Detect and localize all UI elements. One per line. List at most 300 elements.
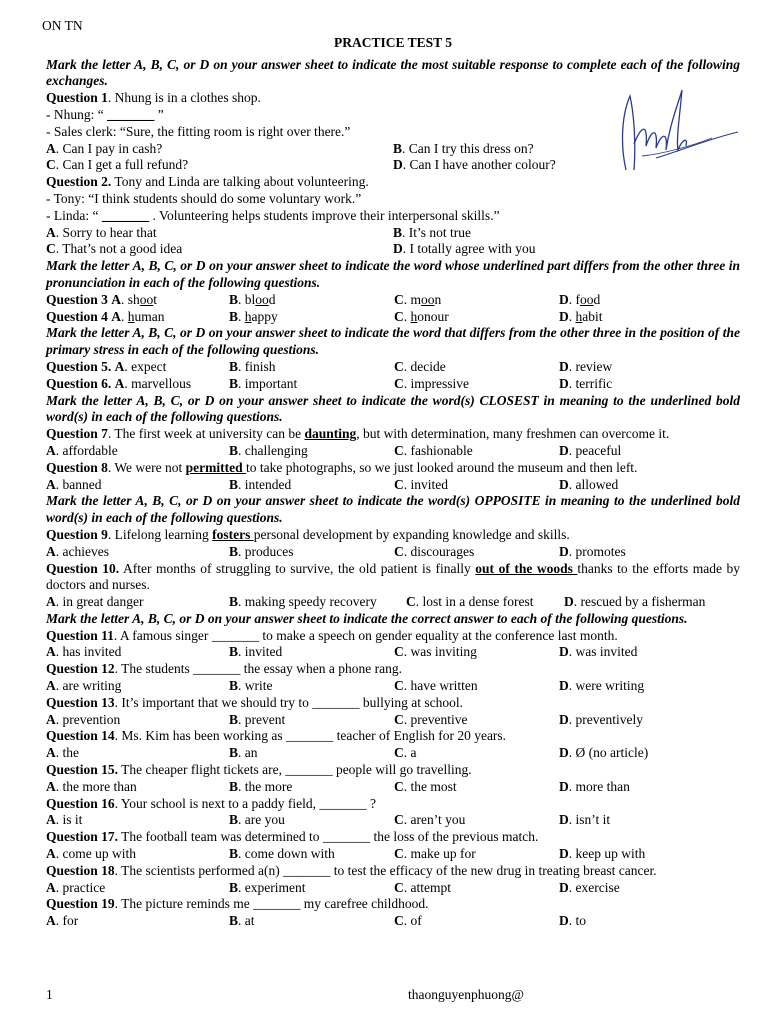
underlined-part: oo (421, 291, 435, 307)
page-number: 1 (46, 987, 53, 1002)
option-text: . (568, 308, 576, 324)
option-d (559, 880, 729, 897)
instruction-stress: Mark the letter A, B, C, or D on your answer sheet to indicate the word that differs from the other three in the position of the primary stress in each of the following questions. (46, 325, 740, 358)
option-letter: C (394, 879, 404, 895)
option-a (46, 292, 229, 309)
option-c (394, 644, 559, 661)
question-stem: Tony and Linda are talking about volunteering. (111, 174, 369, 190)
option-b (229, 376, 394, 393)
option-letter: B (229, 745, 239, 761)
option-b (229, 712, 394, 729)
option-text: . aren’t you (403, 812, 466, 828)
question-stem: . Ms. Kim has been working as _______ teacher of English for 20 years. (114, 728, 507, 744)
option-a (46, 712, 229, 729)
option-a (46, 443, 229, 460)
underlined-part: oo (255, 291, 269, 307)
option-letter: B (229, 543, 239, 559)
question-label: Question 14 (46, 728, 115, 744)
option-a (46, 846, 229, 863)
question-11 (46, 628, 740, 645)
option-text: . Can I pay in cash? (55, 140, 163, 156)
option-text: . It’s not true (402, 224, 472, 240)
option-letter: A (46, 594, 56, 610)
options-row (46, 443, 740, 460)
option-text: . I totally agree with you (402, 241, 536, 257)
option-text: . for (55, 913, 79, 929)
question-stem: . Lifelong learning (107, 526, 213, 542)
option-text: . Can I have another colour? (402, 157, 556, 173)
option-d (559, 779, 729, 796)
option-letter: B (229, 442, 239, 458)
options-row (46, 594, 740, 611)
option-letter: B (229, 594, 239, 610)
option-letter: D (559, 375, 569, 391)
option-letter: D (559, 678, 569, 694)
question-stem: The cheaper flight tickets are, _______ people will go travelling. (118, 762, 472, 778)
option-a (46, 779, 229, 796)
option-d (559, 443, 729, 460)
options-row (46, 812, 740, 829)
option-b (229, 443, 394, 460)
options-row (46, 225, 740, 242)
option-c (394, 359, 559, 376)
option-letter: A (46, 745, 56, 761)
question-2 (46, 174, 740, 191)
speaker-text: - Nhung: “ (46, 106, 108, 122)
option-b (229, 779, 394, 796)
option-letter: D (559, 291, 569, 307)
option-letter: A (46, 846, 56, 862)
option-letter: D (559, 913, 569, 929)
option-text: . decide (403, 358, 446, 374)
option-text: . more than (568, 778, 630, 794)
option-letter: B (229, 308, 239, 324)
option-letter: C (394, 358, 404, 374)
option-a (46, 678, 229, 695)
option-text: . are you (238, 812, 285, 828)
options-row (46, 241, 740, 258)
option-text: . has invited (55, 644, 122, 660)
question-stem: The football team was determined to _______ the loss of the previous match. (118, 829, 539, 845)
option-text: . achieves (55, 543, 109, 559)
option-text: . review (568, 358, 613, 374)
option-letter: B (229, 375, 239, 391)
option-c (394, 745, 559, 762)
dialogue-line: - Tony: “I think students should do some voluntary work.” (46, 190, 362, 206)
option-b (229, 359, 394, 376)
option-b (229, 846, 394, 863)
question-label: Question 8 (46, 459, 108, 475)
option-letter: D (393, 157, 403, 173)
option-text: d (593, 291, 601, 307)
option-text: . peaceful (568, 442, 622, 458)
option-d (559, 712, 729, 729)
option-letter: A (46, 879, 56, 895)
option-text: abit (582, 308, 603, 324)
option-letter: B (229, 812, 239, 828)
option-c (394, 913, 559, 930)
option-letter: B (229, 846, 239, 862)
question-stem: , but with determination, many freshmen can overcome it. (356, 426, 670, 442)
option-text: . Can I try this dress on? (402, 140, 534, 156)
option-letter: D (559, 442, 569, 458)
option-text: . making speedy recovery (238, 594, 377, 610)
option-b (229, 745, 394, 762)
underlined-part: oo (139, 291, 154, 307)
question-10 (46, 561, 740, 595)
keyword: permitted (185, 459, 247, 475)
dialogue-line (46, 107, 740, 124)
option-text: . bl (238, 291, 256, 307)
question-label: Question 1 (46, 90, 108, 106)
options-row (46, 644, 740, 661)
question-label: Question 13 (46, 694, 115, 710)
option-letter: D (559, 778, 569, 794)
option-text: . make up for (403, 846, 476, 862)
option-letter: B (393, 224, 403, 240)
option-letter: A (114, 358, 125, 374)
option-text: . rescued by a fisherman (573, 594, 706, 610)
question-label: Question 7 (46, 426, 108, 442)
option-text: . were writing (568, 678, 645, 694)
option-text: . attempt (403, 879, 451, 895)
answer-blank: _______ (101, 207, 150, 223)
option-letter: D (559, 879, 569, 895)
option-b (229, 644, 394, 661)
instruction-correct-answer: Mark the letter A, B, C, or D on your answer sheet to indicate the correct answer to each of the following questions. (46, 610, 688, 626)
keyword: out of the woods (475, 560, 578, 576)
options-row (46, 678, 740, 695)
question-17 (46, 829, 740, 846)
option-d (559, 745, 729, 762)
question-3 (46, 292, 740, 309)
option-text: . (121, 308, 128, 324)
option-c (394, 292, 559, 309)
option-text: . finish (238, 358, 276, 374)
option-text: . fashionable (403, 442, 473, 458)
option-c (394, 779, 559, 796)
option-text: . come up with (55, 846, 136, 862)
option-letter: B (229, 879, 239, 895)
option-c (394, 812, 559, 829)
question-label: Question 9 (46, 526, 108, 542)
dialogue-line (46, 208, 740, 225)
option-b (229, 309, 394, 326)
options-row (46, 544, 740, 561)
option-letter: C (394, 375, 404, 391)
option-d (559, 913, 729, 930)
question-label: Question 19 (46, 896, 115, 912)
question-4 (46, 309, 740, 326)
option-text: . Can I get a full refund? (55, 157, 189, 173)
option-text: . banned (55, 476, 102, 492)
question-label: Question 11 (46, 627, 114, 643)
option-letter: C (394, 644, 404, 660)
option-text: . the more (238, 778, 293, 794)
option-letter: B (229, 644, 239, 660)
option-a (46, 745, 229, 762)
question-stem: . The students _______ the essay when a phone rang. (114, 661, 402, 677)
option-text: . intended (238, 476, 292, 492)
option-text: . produces (238, 543, 294, 559)
option-b (229, 678, 394, 695)
options-row (46, 712, 740, 729)
question-label: Question 4 (46, 308, 108, 324)
option-d (393, 157, 740, 174)
option-text: . the more than (55, 778, 137, 794)
underlined-part: oo (580, 291, 594, 307)
option-letter: C (394, 846, 404, 862)
option-letter: B (229, 358, 239, 374)
option-c (394, 309, 559, 326)
option-letter: D (559, 846, 569, 862)
options-row (46, 745, 740, 762)
keyword: fosters (212, 526, 254, 542)
option-letter: B (393, 140, 403, 156)
keyword: daunting (304, 426, 357, 442)
speaker-text: . Volunteering helps students improve their interpersonal skills.” (149, 207, 500, 223)
option-text: . have written (403, 678, 478, 694)
option-text: . important (238, 375, 298, 391)
option-letter: B (229, 291, 239, 307)
question-stem: . The first week at university can be (107, 426, 305, 442)
option-a (46, 225, 393, 242)
question-18 (46, 863, 740, 880)
option-letter: A (46, 543, 56, 559)
question-label: Question 3 (46, 291, 108, 307)
option-letter: C (394, 442, 404, 458)
option-text: d (268, 291, 276, 307)
option-letter: A (46, 140, 56, 156)
option-letter: D (559, 358, 569, 374)
question-label: Question 2. (46, 174, 112, 190)
option-text: . challenging (238, 442, 308, 458)
option-letter: A (46, 678, 56, 694)
question-label: Question 10. (46, 560, 120, 576)
option-a (46, 812, 229, 829)
option-text: . prevention (55, 711, 121, 727)
option-text: . affordable (55, 442, 118, 458)
option-letter: D (559, 308, 569, 324)
question-8 (46, 460, 740, 477)
underlined-part: h (127, 308, 135, 324)
option-b (393, 141, 740, 158)
question-6 (46, 376, 740, 393)
option-text: . Ø (no article) (568, 745, 649, 761)
speaker-text: ” (154, 106, 164, 122)
option-text: . exercise (568, 879, 620, 895)
option-c (394, 712, 559, 729)
question-stem: thanks to the efforts made by doctors and nurses. (46, 560, 740, 593)
option-letter: D (559, 745, 569, 761)
option-letter: B (229, 678, 239, 694)
option-text: . the (55, 745, 79, 761)
option-d (559, 359, 729, 376)
option-text: . experiment (238, 879, 306, 895)
option-d (559, 292, 729, 309)
option-letter: B (229, 711, 239, 727)
option-letter: B (229, 913, 239, 929)
instruction-opposite-meaning: Mark the letter A, B, C, or D on your answer sheet to indicate the word(s) OPPOSITE in meaning to the underlined bold word(s) in each of the following questions. (46, 493, 740, 526)
options-row (46, 779, 740, 796)
option-c (406, 594, 564, 611)
question-19 (46, 896, 740, 913)
options-row (46, 141, 740, 158)
option-letter: A (46, 778, 56, 794)
option-letter: C (394, 678, 404, 694)
answer-blank: _______ (107, 106, 155, 122)
question-label: Question 5. (46, 358, 112, 374)
option-text: . invited (403, 476, 448, 492)
option-c (394, 678, 559, 695)
header-label: ON TN (42, 18, 83, 33)
practice-test-page (42, 18, 740, 930)
option-c (394, 376, 559, 393)
underlined-part: h (244, 308, 252, 324)
option-letter: C (406, 594, 416, 610)
option-text: . promotes (568, 543, 626, 559)
question-stem: personal development by expanding knowledge and skills. (253, 526, 570, 542)
option-text: . preventively (568, 711, 643, 727)
option-letter: A (46, 442, 56, 458)
question-label: Question 18 (46, 862, 115, 878)
underlined-part: h (410, 308, 418, 324)
option-text: . in great danger (55, 594, 144, 610)
option-letter: C (46, 241, 56, 257)
option-text: . f (568, 291, 580, 307)
option-letter: A (46, 711, 56, 727)
option-text: . keep up with (568, 846, 646, 862)
option-text: appy (251, 308, 278, 324)
option-text: . invited (238, 644, 283, 660)
option-text: . was inviting (403, 644, 477, 660)
option-letter: C (394, 476, 404, 492)
option-letter: A (111, 308, 122, 324)
option-letter: D (559, 644, 569, 660)
option-text: . lost in a dense forest (415, 594, 534, 610)
option-d (559, 544, 729, 561)
instruction-closest-meaning: Mark the letter A, B, C, or D on your answer sheet to indicate the word(s) CLOSEST in meaning to the underlined bold word(s) in each of the following questions. (46, 392, 740, 425)
option-letter: C (394, 291, 404, 307)
option-d (559, 477, 729, 494)
option-d (559, 644, 729, 661)
underlined-part: h (575, 308, 583, 324)
option-a (46, 544, 229, 561)
option-letter: B (229, 778, 239, 794)
question-stem: to take photographs, so we just looked around the museum and then left. (246, 459, 638, 475)
option-text: . of (403, 913, 422, 929)
question-16 (46, 796, 740, 813)
option-letter: A (46, 224, 56, 240)
option-letter: A (111, 291, 122, 307)
option-a (46, 359, 229, 376)
option-text: . prevent (238, 711, 286, 727)
question-5 (46, 359, 740, 376)
option-b (229, 594, 406, 611)
option-b (393, 225, 740, 242)
option-c (394, 477, 559, 494)
option-letter: D (564, 594, 574, 610)
option-letter: C (394, 308, 404, 324)
option-b (229, 880, 394, 897)
option-b (229, 913, 394, 930)
option-text: . That’s not a good idea (55, 241, 183, 257)
option-b (229, 292, 394, 309)
instruction-exchanges: Mark the letter A, B, C, or D on your answer sheet to indicate the most suitable response to complete each of the following exchanges. (46, 56, 740, 89)
options-row (46, 477, 740, 494)
option-a (46, 376, 229, 393)
option-text: . the most (403, 778, 457, 794)
option-text: . sh (121, 291, 140, 307)
option-text: . write (238, 678, 273, 694)
option-text: uman (134, 308, 165, 324)
option-letter: A (46, 644, 56, 660)
question-stem: . Your school is next to a paddy field, _______ ? (114, 795, 376, 811)
option-letter: D (559, 711, 569, 727)
option-text: . practice (55, 879, 106, 895)
option-a (46, 477, 229, 494)
option-text: . expect (124, 358, 167, 374)
option-text: . impressive (403, 375, 469, 391)
question-label: Question 12 (46, 661, 115, 677)
option-text: . (403, 308, 411, 324)
option-text: . come down with (238, 846, 335, 862)
option-d (559, 309, 729, 326)
question-1 (46, 90, 740, 107)
question-13 (46, 695, 740, 712)
option-text: n (434, 291, 442, 307)
options-row (46, 846, 740, 863)
option-text: . m (403, 291, 422, 307)
page-title: PRACTICE TEST 5 (333, 34, 453, 50)
footer-author: thaonguyenphuong@ (408, 987, 524, 1002)
dialogue-line: - Sales clerk: “Sure, the fitting room is right over there.” (46, 123, 351, 139)
option-text: t (153, 291, 158, 307)
question-14 (46, 728, 740, 745)
option-c (394, 544, 559, 561)
option-a (46, 644, 229, 661)
question-12 (46, 661, 740, 678)
question-label: Question 17. (46, 829, 119, 845)
option-letter: C (394, 812, 404, 828)
question-stem: . The picture reminds me _______ my carefree childhood. (114, 896, 429, 912)
option-letter: B (229, 476, 239, 492)
option-c (394, 880, 559, 897)
option-text: . is it (55, 812, 83, 828)
option-letter: A (46, 812, 56, 828)
question-stem: . Nhung is in a clothes shop. (107, 90, 261, 106)
option-letter: D (559, 812, 569, 828)
option-d (393, 241, 740, 258)
option-d (559, 376, 729, 393)
option-letter: D (559, 543, 569, 559)
option-text: . an (238, 745, 258, 761)
option-c (46, 157, 393, 174)
option-a (46, 913, 229, 930)
options-row (46, 880, 740, 897)
option-letter: A (46, 476, 56, 492)
option-text: . allowed (568, 476, 619, 492)
question-label: Question 15. (46, 762, 119, 778)
option-text: onour (417, 308, 449, 324)
option-letter: C (394, 778, 404, 794)
question-stem: After months of struggling to survive, the old patient is finally (119, 560, 476, 576)
option-text: . was invited (568, 644, 638, 660)
option-c (46, 241, 393, 258)
question-label: Question 16 (46, 795, 115, 811)
question-7 (46, 426, 740, 443)
option-b (229, 812, 394, 829)
